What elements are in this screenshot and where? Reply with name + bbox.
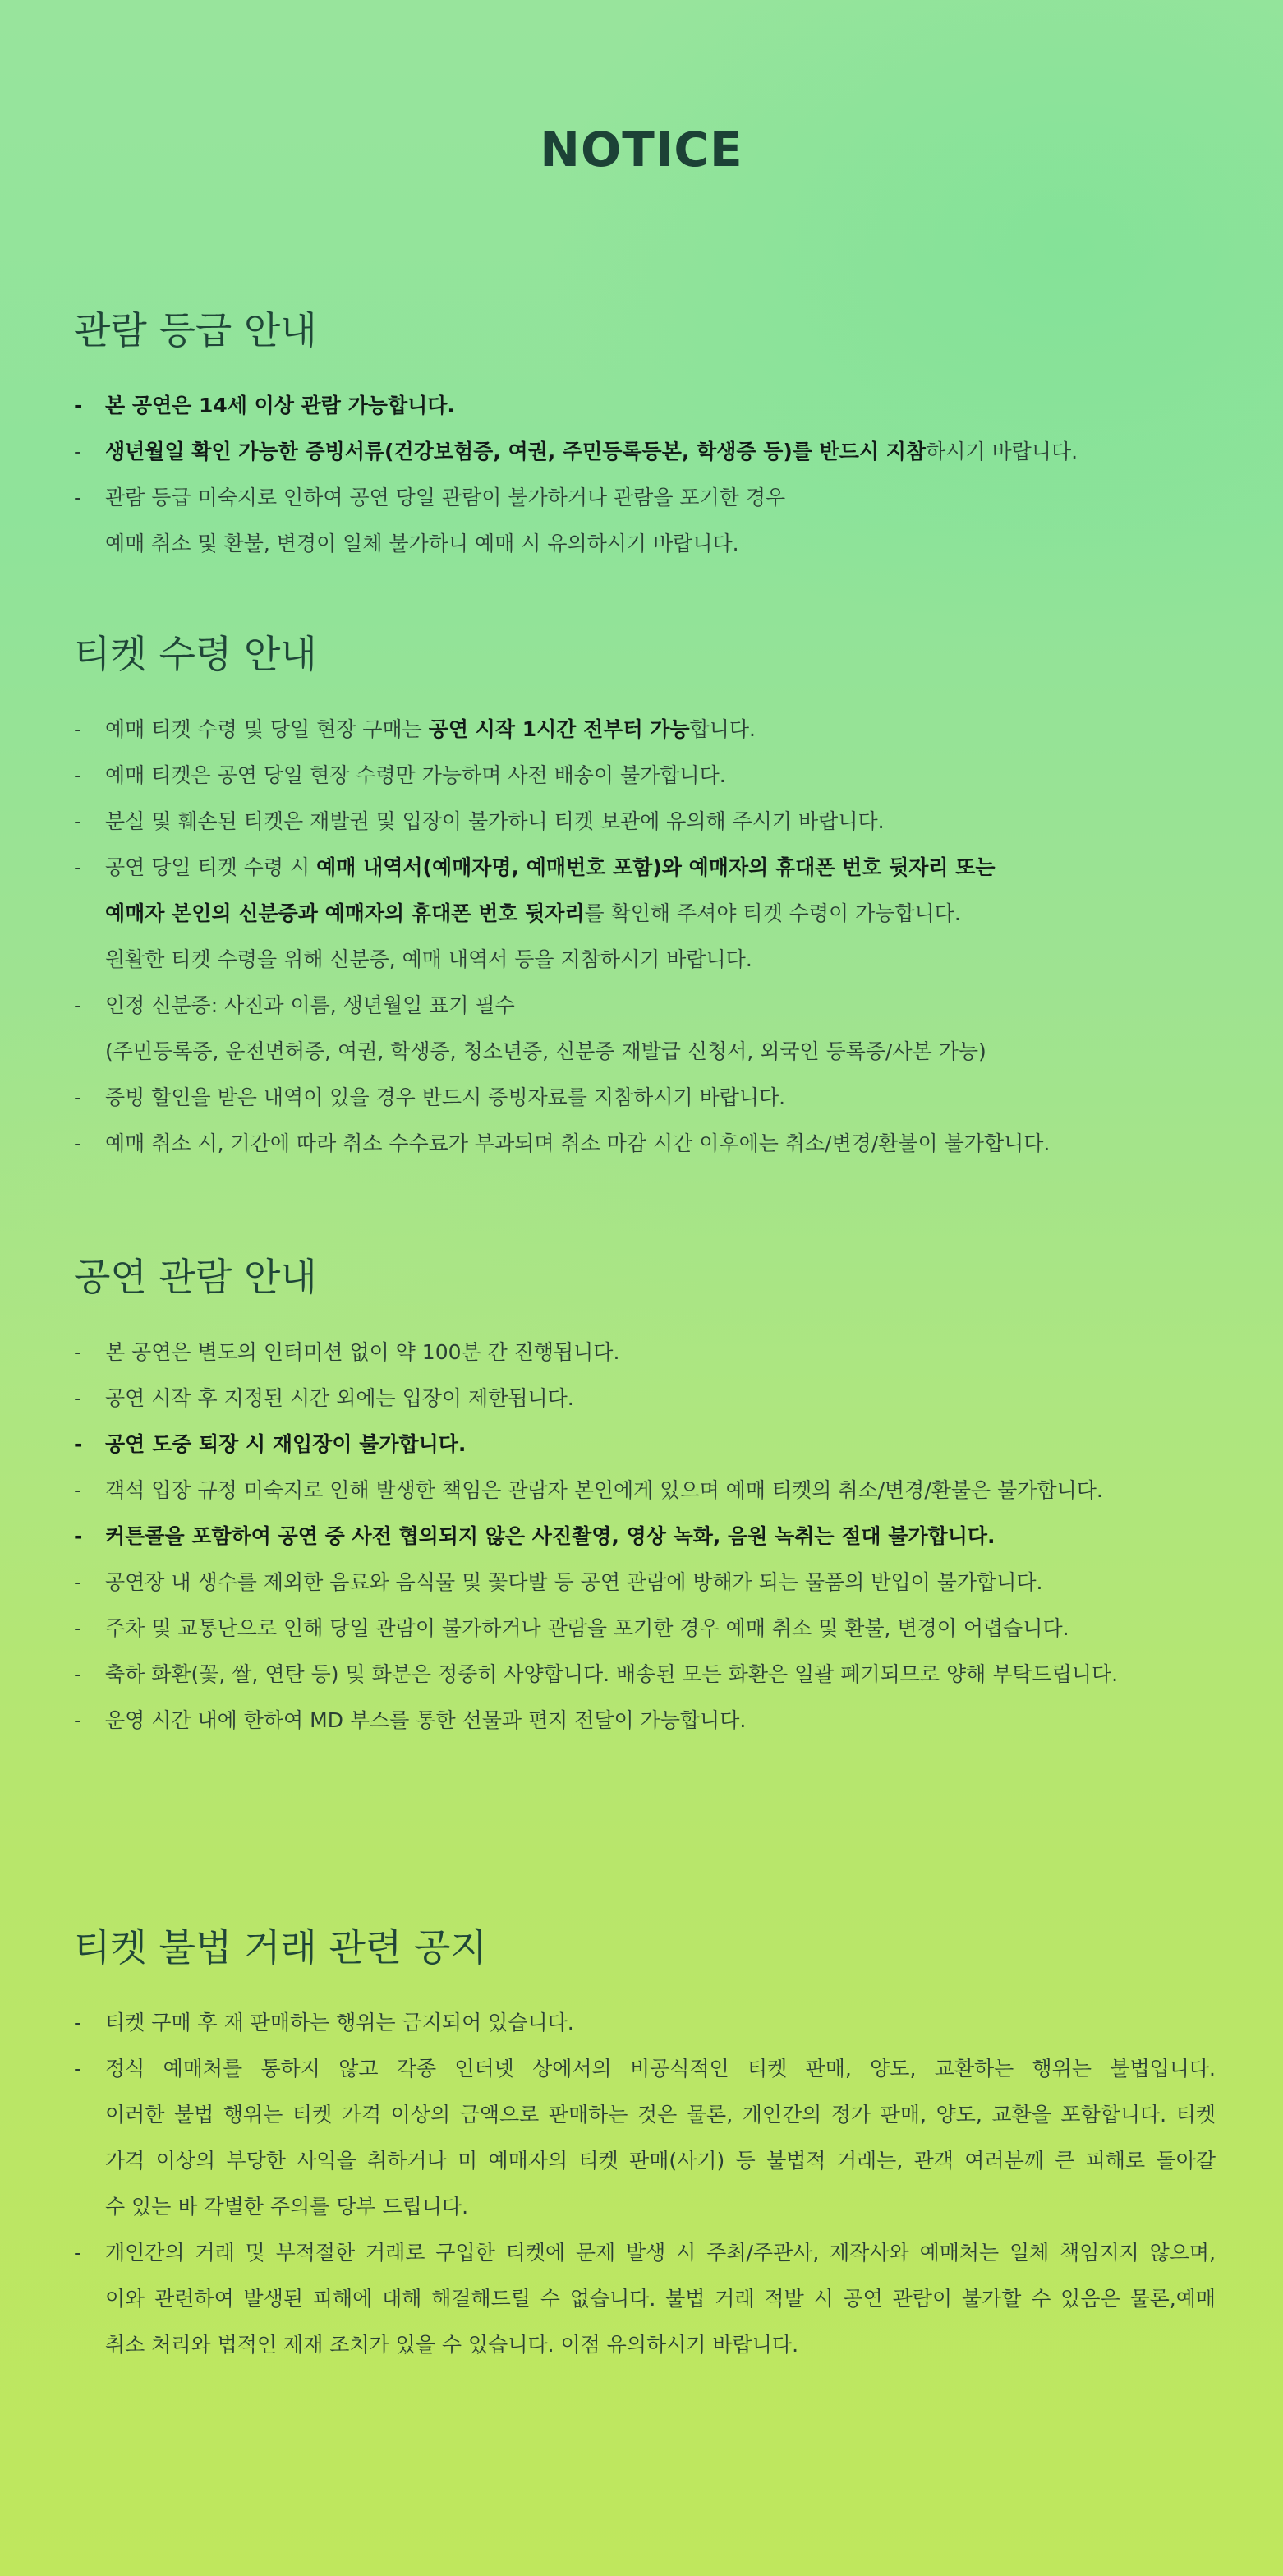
list-item: [74, 1075, 1216, 1121]
section-heading: 티켓 불법 거래 관련 공지: [74, 1925, 487, 1970]
dash-bullet: -: [74, 1524, 83, 1548]
dash-bullet: -: [74, 1570, 82, 1594]
dash-bullet: -: [74, 1085, 82, 1109]
item-text: 분실 및 훼손된 티켓은 재발권 및 입장이 불가하니 티켓 보관에 유의해 주시기 바랍니다.: [105, 809, 885, 833]
list-item: [74, 707, 1216, 753]
item-text: 증빙 할인을 받은 내역이 있을 경우 반드시 증빙자료를 지참하시기 바랍니다.: [105, 1085, 786, 1109]
item-text: 운영 시간 내에 한하여 MD 부스를 통한 선물과 편지 전달이 가능합니다.: [105, 1708, 747, 1732]
item-text: 예매 티켓은 공연 당일 현장 수령만 가능하며 사전 배송이 불가합니다.: [105, 763, 726, 787]
section-heading: 공연 관람 안내: [74, 1255, 317, 1299]
item-text: 합니다.: [689, 717, 756, 741]
item-text: 이러한 불법 행위는 티켓 가격 이상의 금액으로 판매하는 것은 물론, 개인간의 정가 판매, 양도, 교환을 포함합니다. 티켓: [105, 2103, 1216, 2127]
dash-bullet: -: [74, 717, 82, 741]
list-item: [74, 2230, 1216, 2368]
dash-bullet: -: [74, 1340, 82, 1364]
emphasis-text: 생년월일 확인 가능한 증빙서류(건강보험증, 여권, 주민등록등본, 학생증 등)를 반드시 지참: [105, 440, 927, 463]
item-text: 관람 등급 미숙지로 인하여 공연 당일 관람이 불가하거나 관람을 포기한 경우: [105, 486, 786, 509]
item-text: 공연 시작 후 지정된 시간 외에는 입장이 제한됩니다.: [105, 1386, 574, 1410]
section-heading: 티켓 수령 안내: [74, 632, 317, 676]
emphasis-text: 공연 시작 1시간 전부터 가능: [428, 717, 690, 741]
dash-bullet: -: [74, 1386, 82, 1410]
item-text: 예매 티켓 수령 및 당일 현장 구매는: [105, 717, 429, 741]
list-item: [74, 1329, 1216, 1376]
notice-list: [74, 2000, 1216, 2368]
item-text: 공연장 내 생수를 제외한 음료와 음식물 및 꽃다발 등 공연 관람에 방해가 되는 물품의 반입이 불가합니다.: [105, 1570, 1043, 1594]
section-heading: 관람 등급 안내: [74, 308, 317, 353]
item-text: (주민등록증, 운전면허증, 여권, 학생증, 청소년증, 신분증 재발급 신청서, 외국인 등록증/사본 가능): [105, 1039, 986, 1063]
list-item: [74, 799, 1216, 845]
emphasis-text: 커튼콜을 포함하여 공연 중 사전 협의되지 않은 사진촬영, 영상 녹화, 음원 녹취는 절대 불가합니다.: [105, 1524, 996, 1548]
item-text: 하시기 바랍니다.: [926, 440, 1078, 463]
list-item: [74, 429, 1216, 475]
list-item: [74, 1560, 1216, 1606]
item-text: 예매 취소 시, 기간에 따라 취소 수수료가 부과되며 취소 마감 시간 이후에는 취소/변경/환불이 불가합니다.: [105, 1131, 1051, 1155]
item-text: 주차 및 교통난으로 인해 당일 관람이 불가하거나 관람을 포기한 경우 예매 취소 및 환불, 변경이 어렵습니다.: [105, 1616, 1069, 1640]
list-item: [74, 1514, 1216, 1560]
item-text: 축하 화환(꽃, 쌀, 연탄 등) 및 화분은 정중히 사양합니다. 배송된 모든 화환은 일괄 폐기되므로 양해 부탁드립니다.: [105, 1662, 1119, 1686]
section-illegal-ticket-trade: [74, 1923, 1216, 2368]
dash-bullet: -: [74, 440, 82, 463]
dash-bullet: -: [74, 1616, 82, 1640]
emphasis-text: 예매 내역서(예매자명, 예매번호 포함)와 예매자의 휴대폰 번호 뒷자리 또는: [316, 855, 996, 879]
list-item: [74, 1606, 1216, 1652]
dash-bullet: -: [74, 1662, 82, 1686]
emphasis-text: 예매자 본인의 신분증과 예매자의 휴대폰 번호 뒷자리: [105, 901, 585, 925]
dash-bullet: -: [74, 855, 82, 879]
item-text: 정식 예매처를 통하지 않고 각종 인터넷 상에서의 비공식적인 티켓 판매, 양도, 교환하는 행위는 불법입니다.: [105, 2057, 1216, 2081]
item-text: 객석 입장 규정 미숙지로 인해 발생한 책임은 관람자 본인에게 있으며 예매 티켓의 취소/변경/환불은 불가합니다.: [105, 1478, 1103, 1502]
dash-bullet: -: [74, 2241, 82, 2265]
item-text: 예매 취소 및 환불, 변경이 일체 불가하니 예매 시 유의하시기 바랍니다.: [105, 532, 739, 555]
section-ticket-pickup: [74, 629, 1216, 1167]
emphasis-text: 공연 도중 퇴장 시 재입장이 불가합니다.: [105, 1432, 467, 1456]
dash-bullet: -: [74, 1432, 83, 1456]
list-item: [74, 983, 1216, 1075]
list-item: [74, 1468, 1216, 1514]
list-item: [74, 2046, 1216, 2230]
list-item: [74, 845, 1216, 983]
section-performance-viewing: [74, 1252, 1216, 1744]
item-text: 취소 처리와 법적인 제재 조치가 있을 수 있습니다. 이점 유의하시기 바랍니다.: [105, 2333, 799, 2357]
list-item: [74, 1376, 1216, 1422]
list-item: [74, 383, 1216, 429]
list-item: [74, 1652, 1216, 1698]
dash-bullet: -: [74, 993, 82, 1017]
item-text: 인정 신분증: 사진과 이름, 생년월일 표기 필수: [105, 993, 515, 1017]
emphasis-text: 본 공연은 14세 이상 관람 가능합니다.: [105, 394, 455, 417]
item-text: 본 공연은 별도의 인터미션 없이 약 100분 간 진행됩니다.: [105, 1340, 620, 1364]
item-text: 원활한 티켓 수령을 위해 신분증, 예매 내역서 등을 지참하시기 바랍니다.: [105, 947, 752, 971]
notice-list: [74, 707, 1216, 1167]
list-item: [74, 2000, 1216, 2046]
item-text: 티켓 구매 후 재 판매하는 행위는 금지되어 있습니다.: [105, 2011, 574, 2035]
item-text: 개인간의 거래 및 부적절한 거래로 구입한 티켓에 문제 발생 시 주최/주관사, 제작사와 예매처는 일체 책임지지 않으며,: [105, 2241, 1216, 2265]
page-title: NOTICE: [540, 122, 743, 177]
item-text: 공연 당일 티켓 수령 시: [105, 855, 317, 879]
dash-bullet: -: [74, 1131, 82, 1155]
dash-bullet: -: [74, 1478, 82, 1502]
dash-bullet: -: [74, 809, 82, 833]
notice-list: [74, 1329, 1216, 1744]
list-item: [74, 753, 1216, 799]
dash-bullet: -: [74, 2057, 82, 2081]
item-text: 를 확인해 주셔야 티켓 수령이 가능합니다.: [584, 901, 961, 925]
list-item: [74, 1698, 1216, 1744]
item-text: 수 있는 바 각별한 주의를 당부 드립니다.: [105, 2195, 469, 2219]
dash-bullet: -: [74, 486, 82, 509]
section-viewing-rating: [74, 306, 1216, 567]
list-item: [74, 475, 1216, 567]
item-text: 이와 관련하여 발생된 피해에 대해 해결해드릴 수 없습니다. 불법 거래 적발 시 공연 관람이 불가할 수 있음은 물론,예매: [105, 2287, 1216, 2311]
dash-bullet: -: [74, 763, 82, 787]
dash-bullet: -: [74, 2011, 82, 2035]
notice-list: [74, 383, 1216, 567]
dash-bullet: -: [74, 1708, 82, 1732]
list-item: [74, 1422, 1216, 1468]
item-text: 가격 이상의 부당한 사익을 취하거나 미 예매자의 티켓 판매(사기) 등 불법적 거래는, 관객 여러분께 큰 피해로 돌아갈: [105, 2149, 1216, 2173]
dash-bullet: -: [74, 394, 83, 417]
list-item: [74, 1121, 1216, 1167]
